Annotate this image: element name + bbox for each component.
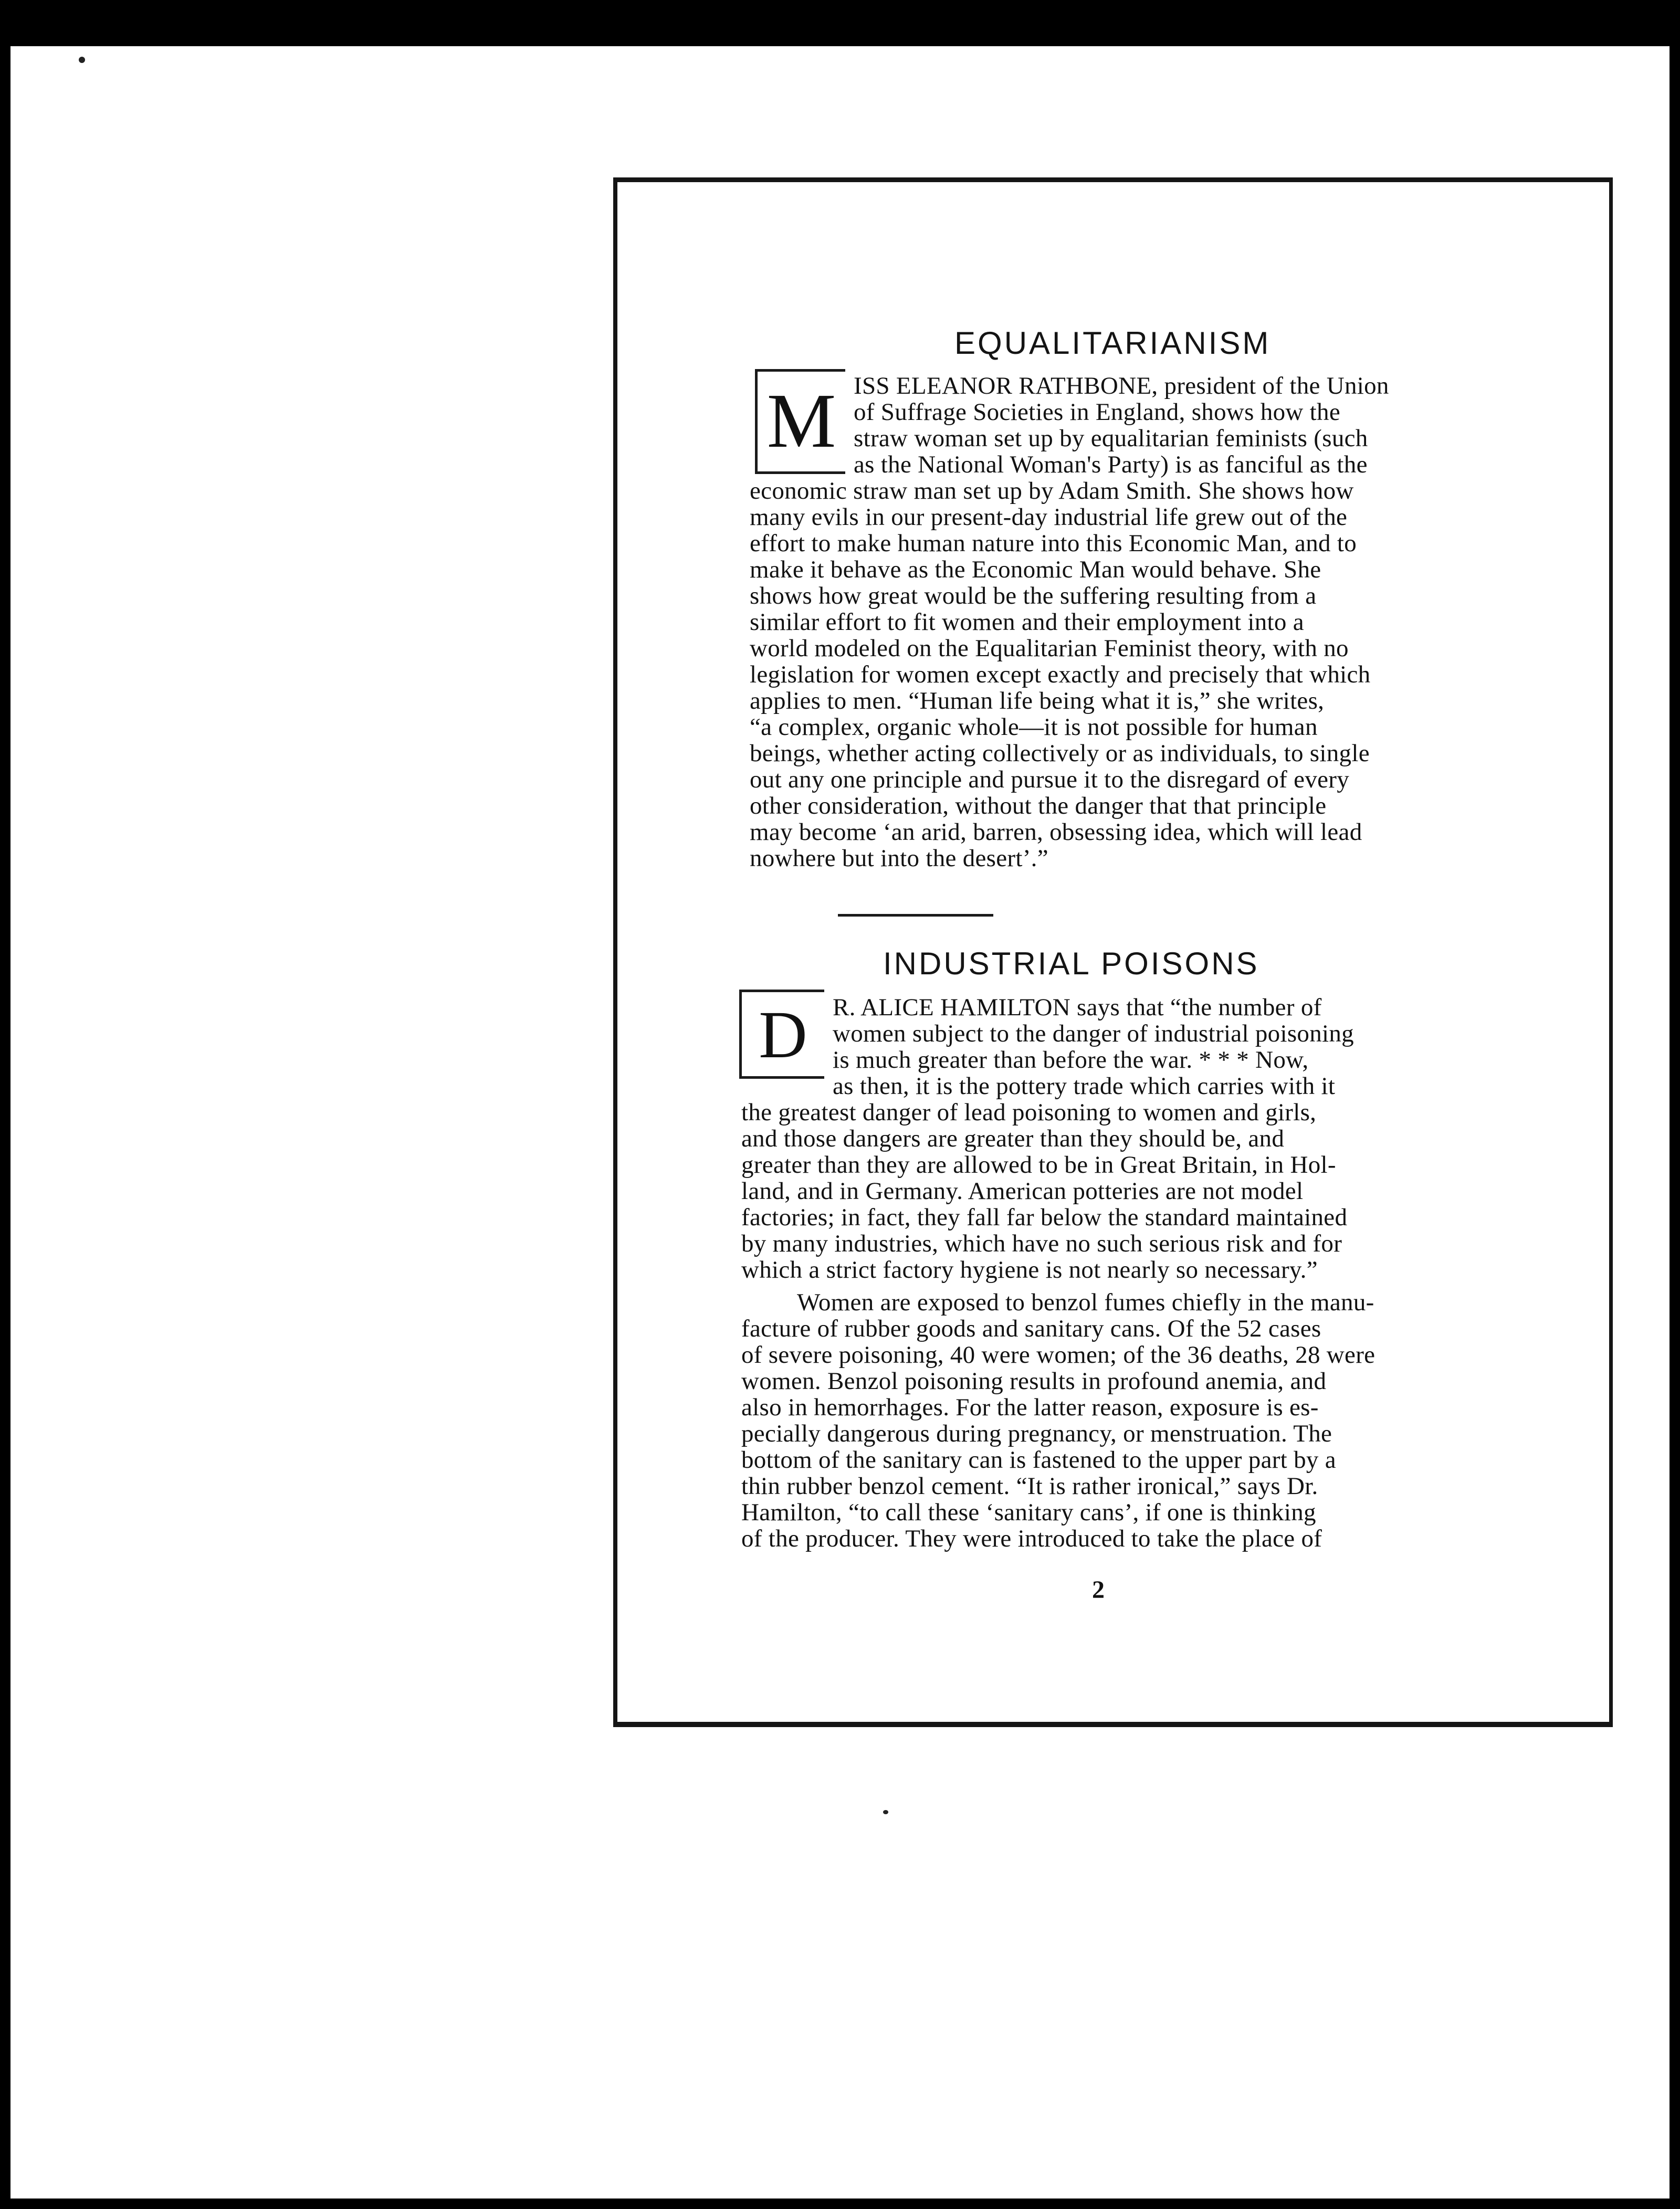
body-line: “a complex, organic whole—it is not possible for human	[750, 713, 1318, 741]
body-line: of Suffrage Societies in England, shows how the	[854, 398, 1340, 426]
body-line: as the National Woman's Party) is as fanciful as the	[854, 451, 1368, 478]
body-line: is much greater than before the war. * * * Now,	[833, 1046, 1309, 1074]
scan-border-left	[0, 0, 10, 2209]
body-line: make it behave as the Economic Man would behave. She	[750, 556, 1321, 583]
body-line: R. ALICE HAMILTON says that “the number of	[833, 994, 1322, 1021]
drop-cap-d: D	[739, 990, 824, 1079]
body-line: other consideration, without the danger that that principle	[750, 792, 1327, 819]
body-line: which a strict factory hygiene is not nearly so necessary.”	[741, 1256, 1318, 1284]
body-line: ISS ELEANOR RATHBONE, president of the Union	[854, 372, 1389, 399]
body-line: thin rubber benzol cement. “It is rather ironical,” says Dr.	[741, 1472, 1318, 1500]
body-line: of the producer. They were introduced to take the place of	[741, 1525, 1322, 1552]
scan-border-bottom	[0, 2199, 1680, 2209]
body-line: legislation for women except exactly and precisely that which	[750, 661, 1371, 688]
body-line: women subject to the danger of industrial poisoning	[833, 1020, 1354, 1047]
article-heading-equalitarianism: EQUALITARIANISM	[954, 325, 1271, 361]
body-line: greater than they are allowed to be in Great Britain, in Hol-	[741, 1151, 1336, 1179]
body-line: straw woman set up by equalitarian feminists (such	[854, 425, 1368, 452]
body-line: Women are exposed to benzol fumes chiefly in the manu-	[797, 1289, 1374, 1316]
body-line: beings, whether acting collectively or as individuals, to single	[750, 740, 1370, 767]
body-line: women. Benzol poisoning results in profound anemia, and	[741, 1368, 1327, 1395]
body-line: world modeled on the Equalitarian Feminist theory, with no	[750, 635, 1349, 662]
body-line: Hamilton, “to call these ‘sanitary cans’, if one is thinking	[741, 1499, 1316, 1526]
body-line: shows how great would be the suffering resulting from a	[750, 582, 1317, 609]
body-line: out any one principle and pursue it to the disregard of every	[750, 766, 1350, 793]
body-line: many evils in our present-day industrial life grew out of the	[750, 503, 1348, 531]
scan-speck	[883, 1810, 888, 1814]
body-line: factories; in fact, they fall far below the standard maintained	[741, 1204, 1348, 1231]
body-line: of severe poisoning, 40 were women; of the 36 deaths, 28 were	[741, 1341, 1376, 1369]
body-line: nowhere but into the desert’.”	[750, 845, 1048, 872]
page-number: 2	[1092, 1576, 1105, 1604]
body-line: facture of rubber goods and sanitary cans. Of the 52 cases	[741, 1315, 1321, 1342]
body-line: and those dangers are greater than they should be, and	[741, 1125, 1285, 1152]
body-line: the greatest danger of lead poisoning to women and girls,	[741, 1099, 1317, 1126]
body-line: bottom of the sanitary can is fastened to the upper part by a	[741, 1446, 1336, 1474]
body-line: economic straw man set up by Adam Smith. She shows how	[750, 477, 1354, 504]
scan-border-top	[0, 0, 1680, 46]
scan-speck	[79, 57, 85, 63]
body-line: land, and in Germany. American potteries are not model	[741, 1177, 1304, 1205]
section-divider	[838, 914, 993, 917]
scan-border-right	[1670, 0, 1680, 2209]
body-line: applies to men. “Human life being what it is,” she writes,	[750, 687, 1325, 714]
document-page	[613, 177, 1613, 1727]
body-line: effort to make human nature into this Economic Man, and to	[750, 530, 1357, 557]
drop-cap-m: M	[755, 369, 845, 474]
body-line: by many industries, which have no such serious risk and for	[741, 1230, 1342, 1257]
body-line: may become ‘an arid, barren, obsessing idea, which will lead	[750, 818, 1362, 846]
body-line: also in hemorrhages. For the latter reason, exposure is es-	[741, 1394, 1319, 1421]
body-line: similar effort to fit women and their employment into a	[750, 608, 1304, 636]
body-line: as then, it is the pottery trade which carries with it	[833, 1072, 1336, 1100]
article-heading-industrial-poisons: INDUSTRIAL POISONS	[883, 946, 1259, 981]
body-line: pecially dangerous during pregnancy, or menstruation. The	[741, 1420, 1332, 1447]
